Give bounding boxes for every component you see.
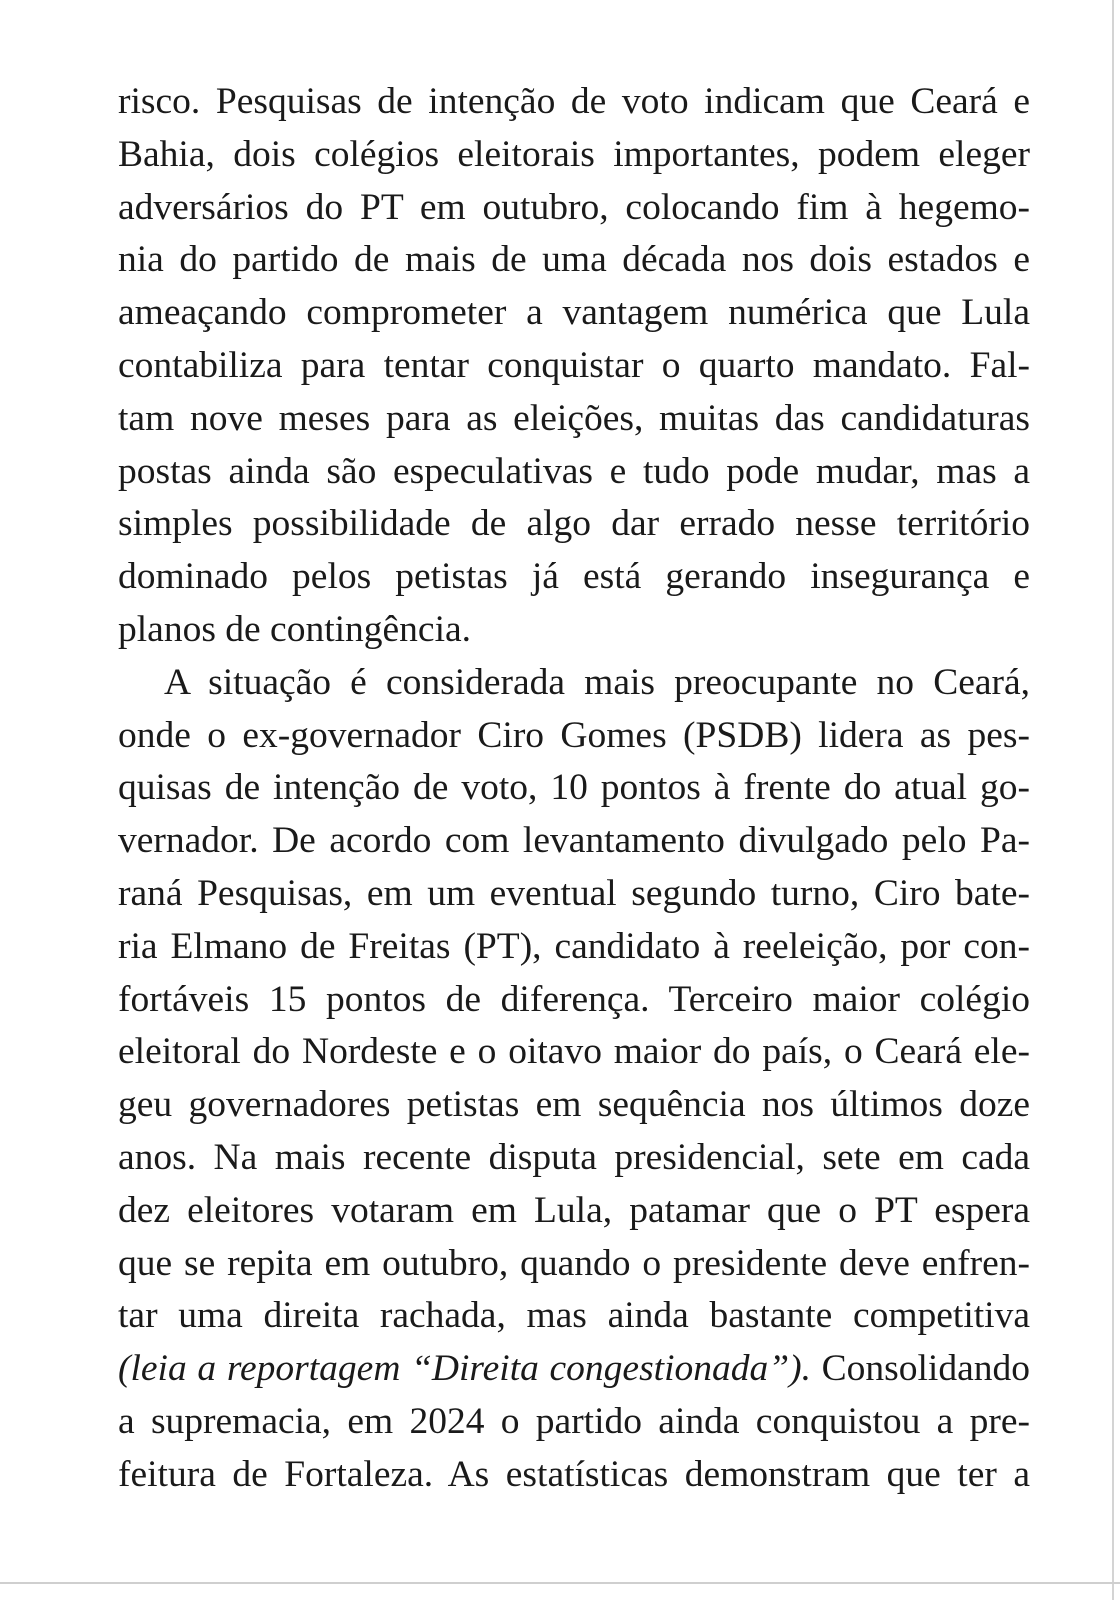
text-line: quisas de intenção de voto, 10 pontos à frente do atual go- bbox=[118, 767, 1030, 809]
text-line: ria Elmano de Freitas (PT), candidato à reeleição, por con- bbox=[118, 925, 1030, 967]
text-line: raná Pesquisas, em um eventual segundo turno, Ciro bate- bbox=[118, 872, 1030, 914]
text-line: nia do partido de mais de uma década nos dois estados e bbox=[118, 239, 1030, 281]
text-line: vernador. De acordo com levantamento divulgado pelo Pa- bbox=[118, 820, 1030, 862]
text-line: fortáveis 15 pontos de diferença. Terceiro maior colégio bbox=[118, 978, 1030, 1020]
text-line: postas ainda são especulativas e tudo pode mudar, mas a bbox=[118, 450, 1030, 492]
text-line: contabiliza para tentar conquistar o quarto mandato. Fal- bbox=[118, 344, 1030, 386]
text-line: onde o ex-governador Ciro Gomes (PSDB) lidera as pes- bbox=[118, 714, 1030, 756]
text-line: planos de contingência. bbox=[118, 608, 472, 650]
text-line: simples possibilidade de algo dar errado nesse território bbox=[118, 503, 1030, 545]
article-reference: (leia a reportagem “Direita congestionada”). bbox=[118, 1348, 811, 1390]
page-edge-border bbox=[1112, 0, 1114, 1600]
text-line: eleitoral do Nordeste e o oitavo maior do país, o Ceará ele- bbox=[118, 1031, 1030, 1073]
text-line: adversários do PT em outubro, colocando fim à hegemo- bbox=[118, 186, 1030, 228]
text-line-with-reference bbox=[118, 1343, 1030, 1396]
text-fragment: Consolidando bbox=[810, 1348, 1030, 1390]
paragraph-1 bbox=[118, 76, 1030, 657]
text-line: geu governadores petistas em sequência nos últimos doze bbox=[118, 1084, 1030, 1126]
text-line: risco. Pesquisas de intenção de voto indicam que Ceará e bbox=[118, 81, 1030, 122]
text-line: tam nove meses para as eleições, muitas das candidaturas bbox=[118, 397, 1030, 439]
text-line: Bahia, dois colégios eleitorais importantes, podem eleger bbox=[118, 133, 1030, 175]
text-line: ameaçando comprometer a vantagem numérica que Lula bbox=[118, 292, 1030, 334]
text-line: feitura de Fortaleza. As estatísticas demonstram que ter a bbox=[118, 1453, 1030, 1495]
paragraph-2 bbox=[118, 657, 1030, 1502]
page-bottom-divider bbox=[0, 1582, 1120, 1584]
text-line: A situação é considerada mais preocupante no Ceará, bbox=[164, 661, 1030, 703]
text-line: anos. Na mais recente disputa presidencial, sete em cada bbox=[118, 1136, 1030, 1178]
text-line: a supremacia, em 2024 o partido ainda conquistou a pre- bbox=[118, 1400, 1030, 1442]
text-line: tar uma direita rachada, mas ainda bastante competitiva bbox=[118, 1295, 1030, 1337]
article-body bbox=[118, 76, 1030, 1502]
text-line: dez eleitores votaram em Lula, patamar que o PT espera bbox=[118, 1189, 1030, 1231]
text-line: dominado pelos petistas já está gerando insegurança e bbox=[118, 556, 1030, 598]
text-line: que se repita em outubro, quando o presidente deve enfren- bbox=[118, 1242, 1030, 1284]
